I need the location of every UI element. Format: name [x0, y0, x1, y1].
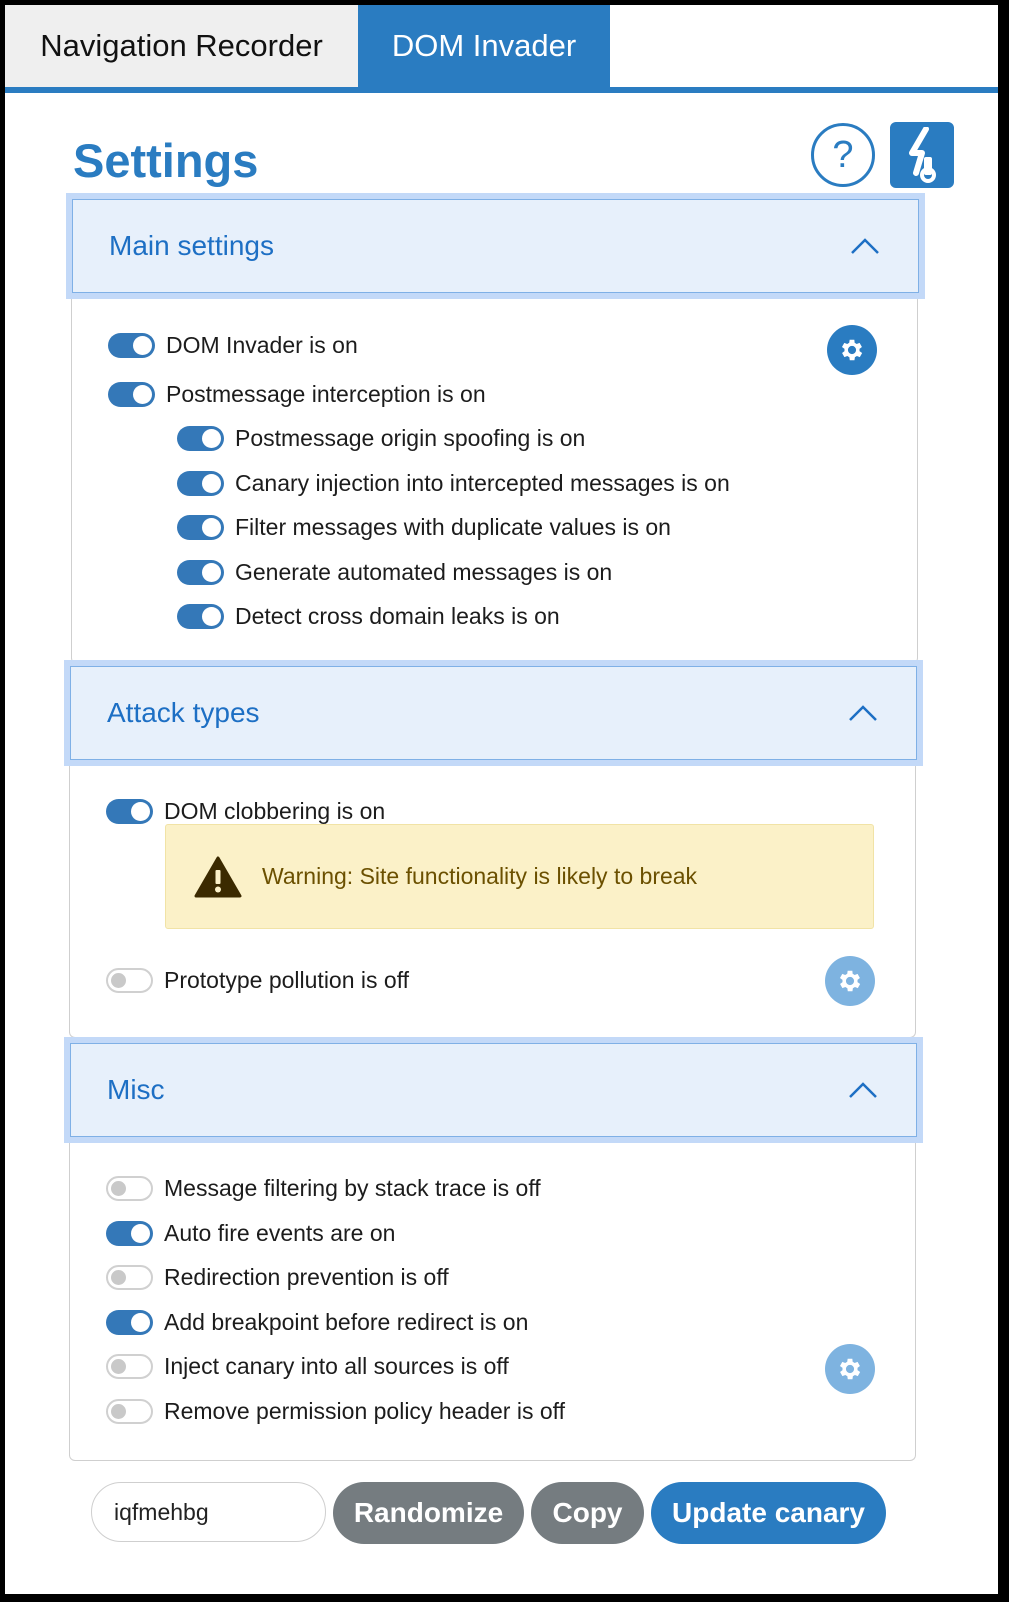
main-settings-title: Main settings — [109, 230, 274, 261]
setting-filter-duplicates — [177, 512, 671, 542]
help-icon: ? — [832, 133, 854, 176]
toggle-postmessage-interception[interactable] — [108, 382, 155, 407]
toggle-stack-trace-filtering[interactable] — [106, 1176, 153, 1201]
warning-icon — [193, 855, 243, 899]
toggle-remove-permission-policy[interactable] — [106, 1399, 153, 1424]
setting-label: Postmessage origin spoofing is on — [235, 424, 586, 451]
gear-icon — [838, 336, 866, 364]
setting-label: Add breakpoint before redirect is on — [164, 1308, 529, 1335]
attack-types-header[interactable] — [64, 660, 923, 766]
attack-types-section — [69, 697, 916, 1038]
toggle-generate-messages[interactable] — [177, 560, 224, 585]
setting-label: DOM clobbering is on — [164, 797, 386, 824]
main-settings-gear-button[interactable] — [827, 325, 877, 375]
setting-origin-spoofing — [177, 423, 585, 453]
warning-text: Warning: Site functionality is likely to break — [262, 863, 698, 889]
setting-canary-injection — [177, 468, 730, 498]
setting-generate-messages — [177, 557, 612, 587]
setting-label: Detect cross domain leaks is on — [235, 602, 560, 629]
misc-header[interactable] — [64, 1037, 923, 1143]
setting-label: Inject canary into all sources is off — [164, 1352, 509, 1379]
toggle-inject-canary-all-sources[interactable] — [106, 1354, 153, 1379]
randomize-button[interactable]: Randomize — [333, 1482, 524, 1544]
copy-button[interactable]: Copy — [531, 1482, 644, 1544]
tab-underline — [5, 87, 998, 93]
toggle-dom-clobbering[interactable] — [106, 799, 153, 824]
tab-bar — [5, 5, 998, 93]
tab-navigation-recorder[interactable]: Navigation Recorder — [5, 5, 358, 87]
attack-types-title: Attack types — [107, 697, 260, 728]
misc-section — [69, 1074, 916, 1461]
help-button[interactable] — [811, 123, 875, 187]
misc-gear-button[interactable] — [825, 1344, 875, 1394]
toggle-dom-invader[interactable] — [108, 333, 155, 358]
gear-icon — [836, 1355, 864, 1383]
toggle-auto-fire-events[interactable] — [106, 1221, 153, 1246]
gear-icon — [836, 967, 864, 995]
burp-logo-icon — [902, 127, 942, 183]
setting-remove-permission-policy — [106, 1396, 565, 1426]
toggle-canary-injection[interactable] — [177, 471, 224, 496]
setting-breakpoint-before-redirect — [106, 1307, 528, 1337]
tab-dom-invader[interactable]: DOM Invader — [358, 5, 610, 87]
chevron-up-icon — [848, 698, 878, 728]
misc-title: Misc — [107, 1074, 165, 1105]
setting-label: DOM Invader is on — [166, 331, 358, 358]
toggle-prototype-pollution[interactable] — [106, 968, 153, 993]
setting-auto-fire-events — [106, 1218, 395, 1248]
burp-logo-button[interactable] — [890, 122, 954, 188]
main-settings-section — [71, 230, 918, 664]
setting-cross-domain-leaks — [177, 601, 560, 631]
toggle-breakpoint-before-redirect[interactable] — [106, 1310, 153, 1335]
setting-label: Auto fire events are on — [164, 1219, 396, 1246]
toggle-cross-domain-leaks[interactable] — [177, 604, 224, 629]
toggle-redirection-prevention[interactable] — [106, 1265, 153, 1290]
update-canary-button[interactable]: Update canary — [651, 1482, 886, 1544]
setting-dom-invader — [108, 330, 358, 360]
setting-stack-trace-filtering — [106, 1173, 541, 1203]
setting-postmessage-interception — [108, 379, 486, 409]
setting-label: Remove permission policy header is off — [164, 1397, 565, 1424]
toggle-origin-spoofing[interactable] — [177, 426, 224, 451]
setting-label: Canary injection into intercepted messages is on — [235, 469, 730, 496]
chevron-up-icon — [850, 231, 880, 261]
attack-types-gear-button[interactable] — [825, 956, 875, 1006]
setting-label: Redirection prevention is off — [164, 1263, 449, 1290]
canary-input[interactable] — [91, 1482, 326, 1542]
chevron-up-icon — [848, 1075, 878, 1105]
setting-inject-canary-all-sources — [106, 1351, 509, 1381]
setting-label: Prototype pollution is off — [164, 966, 410, 993]
setting-prototype-pollution — [106, 965, 409, 995]
setting-label: Generate automated messages is on — [235, 558, 613, 585]
setting-label: Filter messages with duplicate values is on — [235, 513, 671, 540]
setting-label: Message filtering by stack trace is off — [164, 1174, 541, 1201]
setting-label: Postmessage interception is on — [166, 380, 486, 407]
warning-banner — [165, 824, 874, 929]
main-settings-header[interactable] — [66, 193, 925, 299]
page-title: Settings — [73, 134, 259, 187]
extension-panel — [5, 5, 998, 1594]
toggle-filter-duplicates[interactable] — [177, 515, 224, 540]
setting-dom-clobbering — [106, 796, 385, 826]
setting-redirection-prevention — [106, 1262, 449, 1292]
